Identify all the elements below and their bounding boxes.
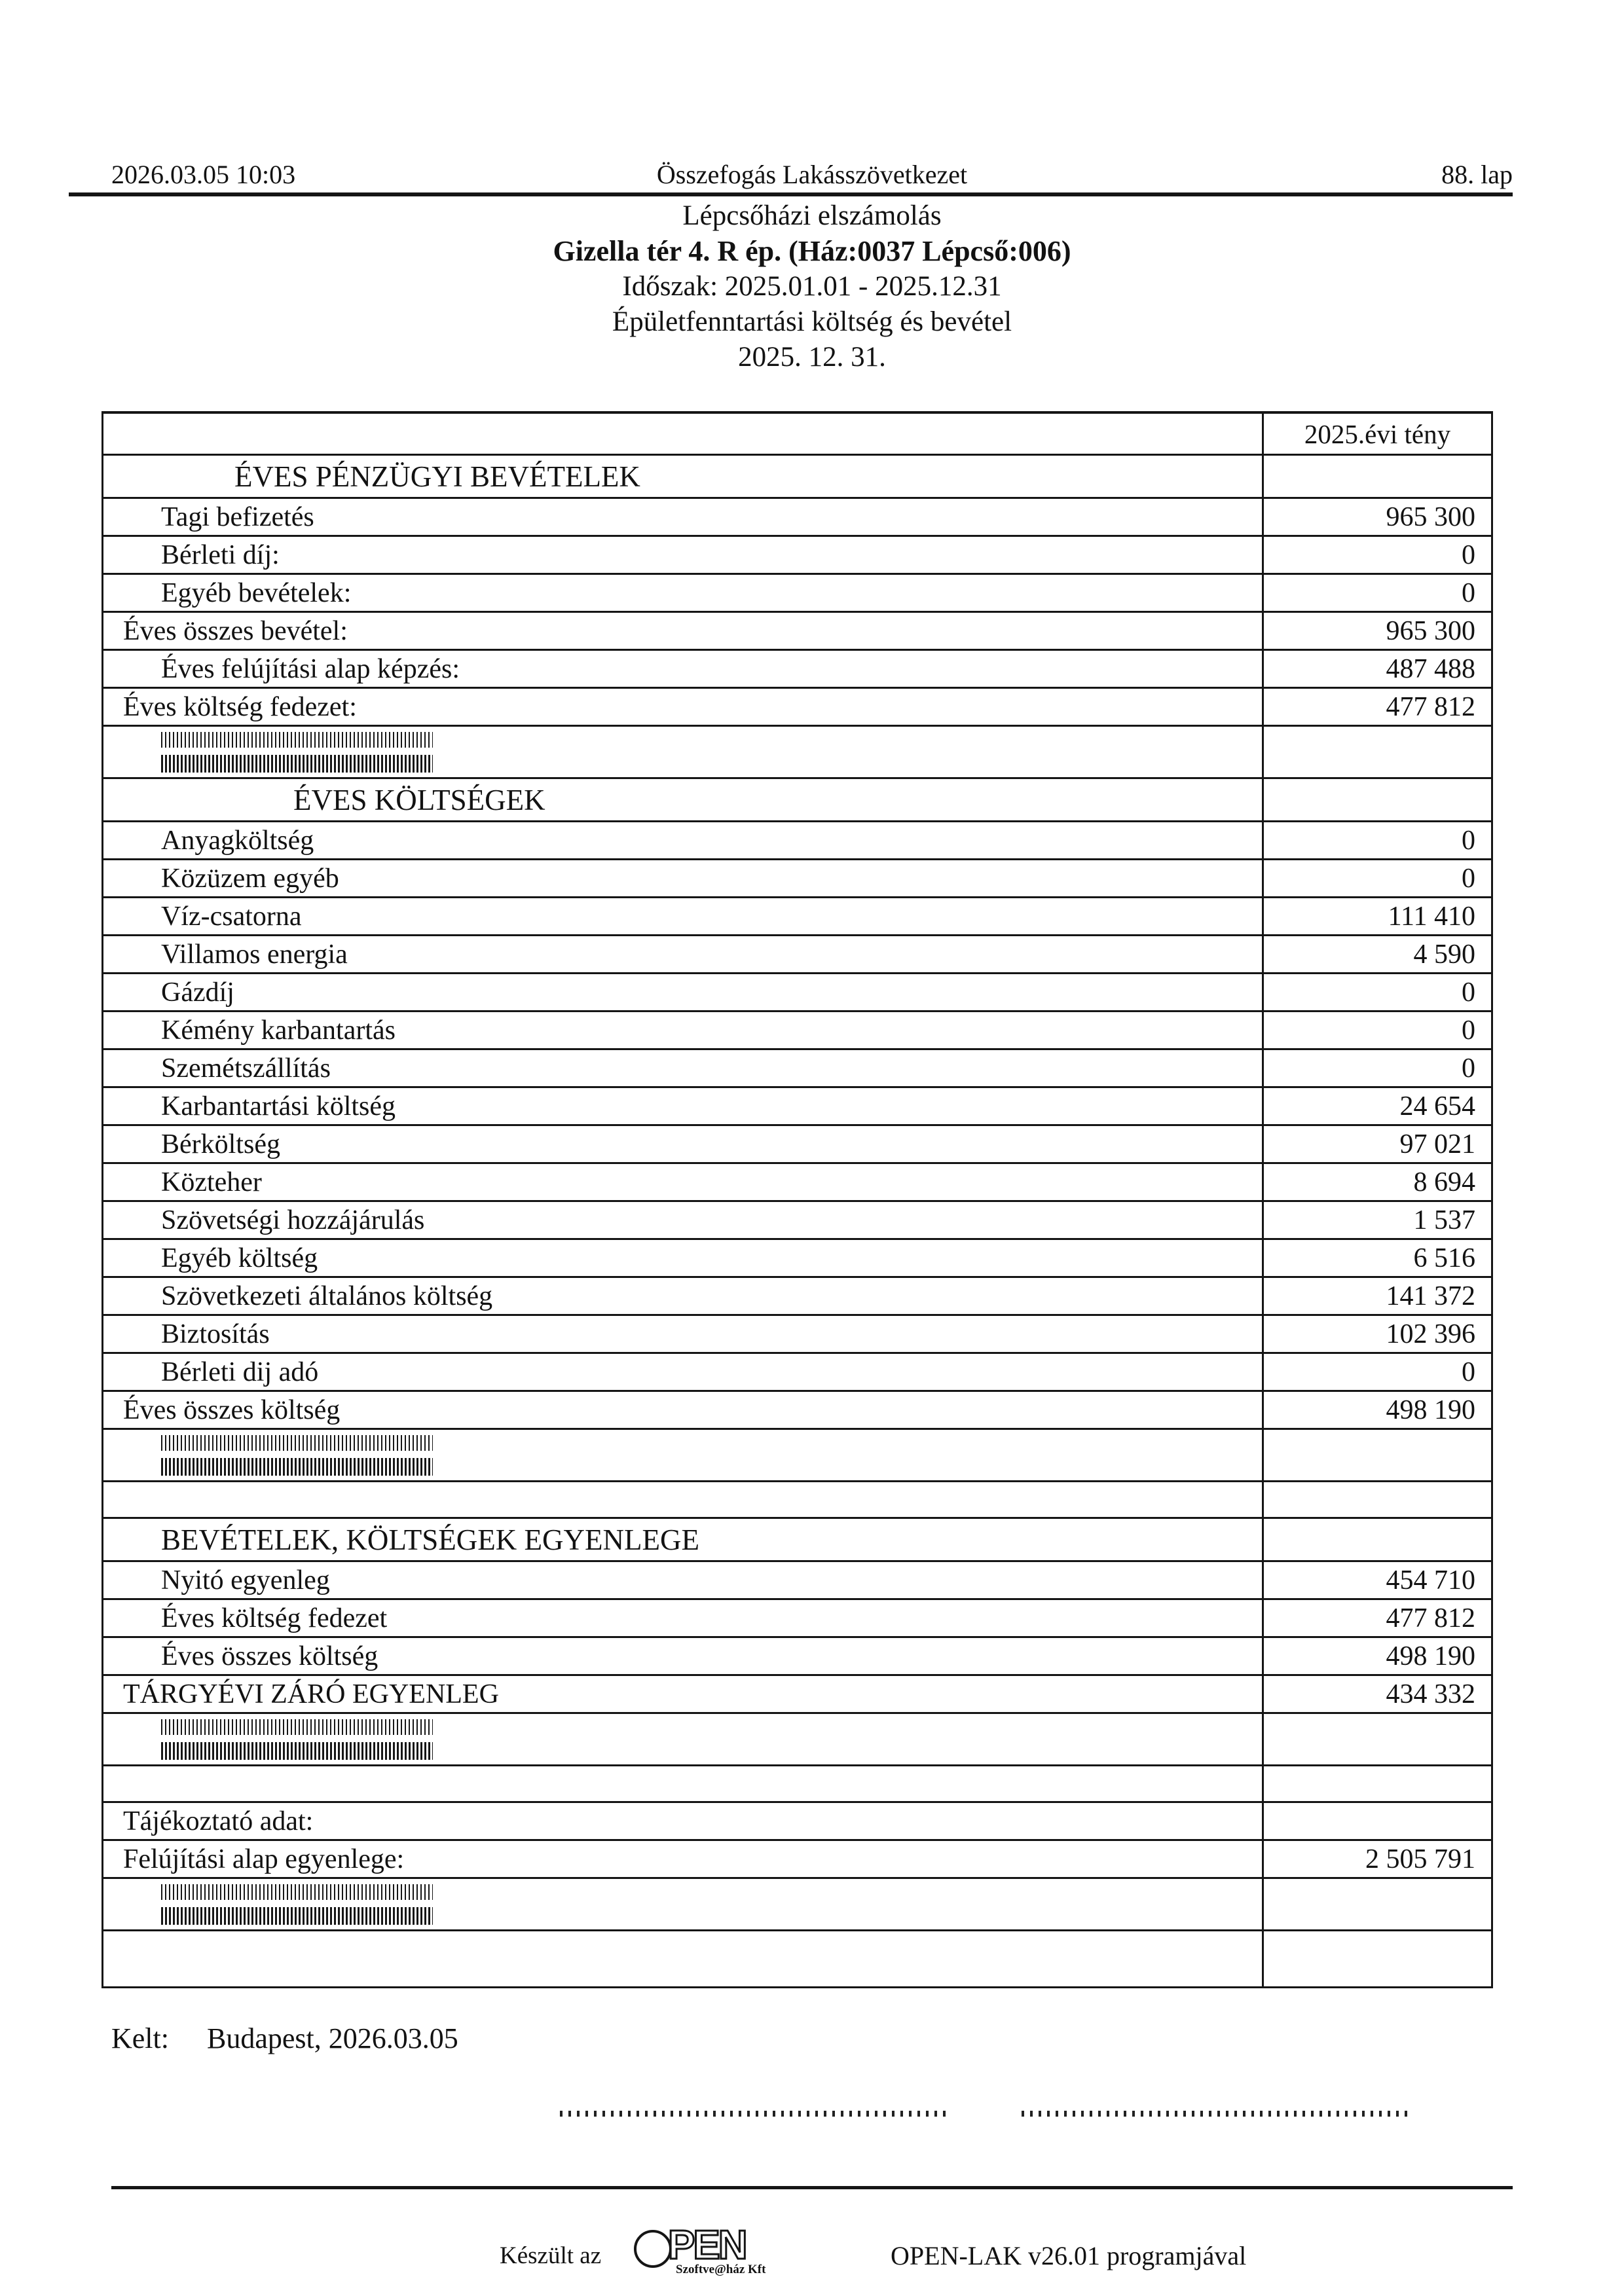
- row-value: 8 694: [1262, 1164, 1491, 1200]
- report-address: Gizella tér 4. R ép. (Ház:0037 Lépcső:006): [553, 235, 1071, 267]
- signature-line-left: [560, 2111, 948, 2117]
- open-szoftverhaz-logo: [634, 2225, 850, 2284]
- table-row: [103, 1714, 1491, 1766]
- table-row: [103, 499, 1491, 537]
- row-label: Egyéb bevételek:: [161, 577, 352, 608]
- barcode-stripes-icon: [161, 1742, 433, 1760]
- row-label: Éves összes költség: [123, 1394, 341, 1425]
- kelt-line: [111, 2022, 458, 2055]
- title-block: [0, 198, 1624, 375]
- row-label: Közteher: [161, 1167, 262, 1197]
- row-value: 434 332: [1262, 1676, 1491, 1712]
- row-value: 965 300: [1262, 613, 1491, 649]
- made-with-prefix: Készült az: [500, 2242, 602, 2269]
- row-label: [103, 727, 1262, 777]
- row-label: [103, 1931, 1262, 1986]
- row-value: [1262, 779, 1491, 820]
- row-value: 454 710: [1262, 1562, 1491, 1598]
- column-header-empty-cell: [103, 414, 1262, 454]
- table-row: [103, 1050, 1491, 1088]
- header-org-name: Összefogás Lakásszövetkezet: [656, 160, 968, 189]
- barcode-stripes-icon: [161, 1435, 433, 1451]
- table-row: [103, 1676, 1491, 1714]
- row-label: Bérköltség: [161, 1129, 280, 1159]
- row-value: [1262, 1766, 1491, 1801]
- table-row: [103, 1354, 1491, 1392]
- kelt-value: Budapest, 2026.03.05: [206, 2022, 458, 2054]
- row-value: 0: [1262, 1012, 1491, 1048]
- row-label: Bérleti dij adó: [161, 1357, 319, 1387]
- row-value: 24 654: [1262, 1088, 1491, 1124]
- table-row: [103, 1012, 1491, 1050]
- barcode-stripes-icon: [161, 732, 433, 748]
- row-label: Éves költség fedezet: [161, 1603, 388, 1633]
- row-label: [103, 1430, 1262, 1480]
- made-with-footer: [0, 2225, 1624, 2284]
- table-row: [103, 1430, 1491, 1482]
- barcode-stripes-icon: [161, 1458, 433, 1476]
- barcode-stripes-icon: [161, 755, 433, 773]
- table-row: [103, 689, 1491, 727]
- table-row: [103, 1240, 1491, 1278]
- table-row: [103, 1482, 1491, 1519]
- row-value: [1262, 456, 1491, 497]
- table-row: [103, 779, 1491, 822]
- table-row: [103, 575, 1491, 613]
- table-row: [103, 1519, 1491, 1562]
- row-label: Közüzem egyéb: [161, 863, 339, 894]
- header-rule: [69, 192, 1513, 196]
- row-label: Bérleti díj:: [161, 539, 280, 570]
- row-value: 0: [1262, 537, 1491, 573]
- table-row: [103, 822, 1491, 860]
- row-label: Víz-csatorna: [161, 901, 302, 932]
- table-row: [103, 1841, 1491, 1879]
- row-value: 498 190: [1262, 1638, 1491, 1674]
- row-label: Villamos energia: [161, 939, 348, 970]
- row-value: 1 537: [1262, 1202, 1491, 1238]
- logo-o-circle-icon: [634, 2230, 672, 2268]
- table-row: [103, 537, 1491, 575]
- made-with-suffix: OPEN-LAK v26.01 programjával: [891, 2241, 1247, 2270]
- row-value: 0: [1262, 974, 1491, 1010]
- row-value: 97 021: [1262, 1126, 1491, 1162]
- table-row: [103, 860, 1491, 898]
- row-label: Egyéb költség: [161, 1243, 318, 1273]
- row-value: [1262, 1430, 1491, 1480]
- header-datetime: 2026.03.05 10:03: [111, 160, 296, 189]
- table-row: [103, 651, 1491, 689]
- report-period: Időszak: 2025.01.01 - 2025.12.31: [622, 271, 1002, 302]
- table-row: [103, 1879, 1491, 1931]
- row-value: 487 488: [1262, 651, 1491, 687]
- table-row: [103, 1931, 1491, 1986]
- row-value: 4 590: [1262, 936, 1491, 972]
- row-value: [1262, 727, 1491, 777]
- kelt-label: Kelt:: [111, 2022, 169, 2054]
- row-label: Éves összes költség: [161, 1641, 378, 1671]
- row-value: 141 372: [1262, 1278, 1491, 1314]
- row-value: [1262, 1879, 1491, 1929]
- row-label: Felújítási alap egyenlege:: [123, 1844, 405, 1874]
- table-row: [103, 1562, 1491, 1600]
- row-label: Tájékoztató adat:: [123, 1806, 314, 1836]
- barcode-stripes-icon: [161, 1884, 433, 1900]
- table-row: [103, 1164, 1491, 1202]
- table-row: [103, 1202, 1491, 1240]
- row-value: 965 300: [1262, 499, 1491, 535]
- report-title: Lépcsőházi elszámolás: [682, 200, 942, 231]
- footer-rule: [111, 2186, 1513, 2189]
- row-value: [1262, 1931, 1491, 1986]
- row-label: [103, 1766, 1262, 1801]
- table-row: [103, 1638, 1491, 1676]
- report-date: 2025. 12. 31.: [738, 342, 886, 373]
- row-label: [103, 1482, 1262, 1517]
- table-row: [103, 1316, 1491, 1354]
- row-label: Éves felújítási alap képzés:: [161, 653, 460, 684]
- row-label: Éves költség fedezet:: [123, 691, 357, 722]
- table-row: [103, 1803, 1491, 1841]
- barcode-stripes-icon: [161, 1907, 433, 1925]
- row-value: [1262, 1803, 1491, 1839]
- table-row: [103, 1600, 1491, 1638]
- table-row: [103, 1392, 1491, 1430]
- row-label: [103, 1879, 1262, 1929]
- row-label: Karbantartási költség: [161, 1091, 396, 1121]
- row-label: Szövetségi hozzájárulás: [161, 1205, 425, 1235]
- table-row: [103, 456, 1491, 499]
- row-value: 0: [1262, 822, 1491, 858]
- page-header: [111, 159, 1513, 190]
- row-value: 477 812: [1262, 1600, 1491, 1636]
- row-label: Szövetkezeti általános költség: [161, 1281, 493, 1311]
- row-value: 498 190: [1262, 1392, 1491, 1428]
- row-value: 0: [1262, 575, 1491, 611]
- row-label: Biztosítás: [161, 1319, 270, 1349]
- signature-line-right: [1022, 2111, 1409, 2117]
- row-label: BEVÉTELEK, KÖLTSÉGEK EGYENLEGE: [161, 1523, 699, 1556]
- row-value: 477 812: [1262, 689, 1491, 725]
- table-row: [103, 1278, 1491, 1316]
- row-label: [103, 1714, 1262, 1764]
- row-value: 0: [1262, 1354, 1491, 1390]
- row-value: 2 505 791: [1262, 1841, 1491, 1877]
- accounting-table: [101, 411, 1493, 1988]
- row-label: ÉVES KÖLTSÉGEK: [293, 783, 545, 816]
- table-row: [103, 898, 1491, 936]
- barcode-stripes-icon: [161, 1719, 433, 1735]
- report-subtitle: Épületfenntartási költség és bevétel: [612, 306, 1012, 337]
- row-value: [1262, 1482, 1491, 1517]
- table-row: [103, 936, 1491, 974]
- table-row: [103, 1766, 1491, 1803]
- row-label: Anyagköltség: [161, 825, 314, 856]
- row-label: Tagi befizetés: [161, 501, 314, 532]
- table-row: [103, 727, 1491, 779]
- row-value: 102 396: [1262, 1316, 1491, 1352]
- column-header-year: 2025.évi tény: [1262, 414, 1491, 454]
- logo-subtext: Szoftve@ház Kft: [676, 2263, 766, 2276]
- row-label: Nyitó egyenleg: [161, 1565, 330, 1595]
- row-value: 0: [1262, 860, 1491, 896]
- row-value: 111 410: [1262, 898, 1491, 934]
- table-column-header-row: [103, 414, 1491, 456]
- row-value: 0: [1262, 1050, 1491, 1086]
- row-label: TÁRGYÉVI ZÁRÓ EGYENLEG: [123, 1679, 499, 1709]
- row-label: Szemétszállítás: [161, 1053, 331, 1084]
- header-page-number: 88. lap: [1441, 160, 1513, 189]
- table-row: [103, 974, 1491, 1012]
- table-row: [103, 613, 1491, 651]
- row-label: ÉVES PÉNZÜGYI BEVÉTELEK: [234, 460, 640, 493]
- row-label: Éves összes bevétel:: [123, 615, 348, 646]
- table-rows: [103, 456, 1491, 1986]
- row-label: Gázdíj: [161, 977, 234, 1008]
- row-value: [1262, 1714, 1491, 1764]
- row-value: 6 516: [1262, 1240, 1491, 1276]
- logo-pen-letters: PEN: [668, 2223, 746, 2268]
- row-label: Kémény karbantartás: [161, 1015, 396, 1046]
- table-row: [103, 1088, 1491, 1126]
- table-row: [103, 1126, 1491, 1164]
- row-value: [1262, 1519, 1491, 1560]
